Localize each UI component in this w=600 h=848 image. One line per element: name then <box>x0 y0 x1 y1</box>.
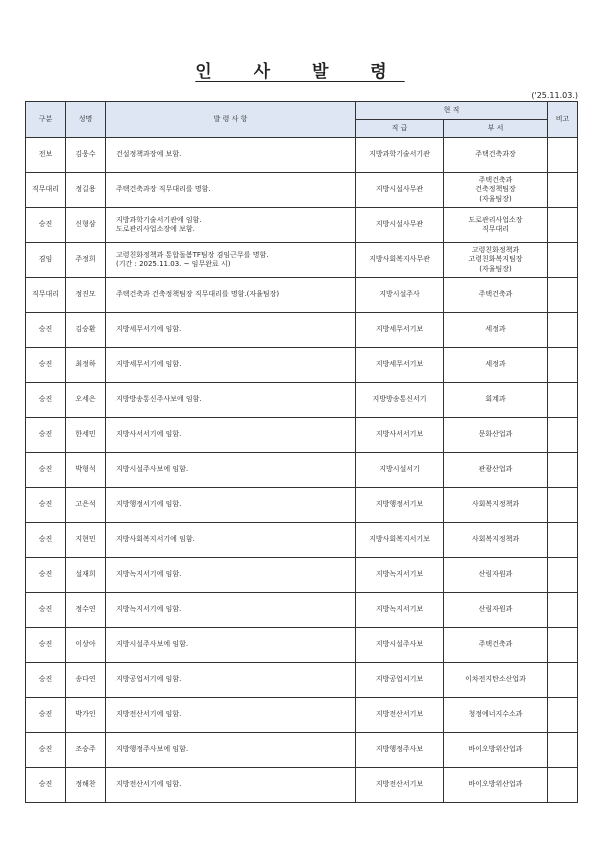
row-category: 직무대리 <box>26 278 66 313</box>
row-details: 건설정책과장에 보함. <box>106 138 356 173</box>
header-note: 비고 <box>548 102 578 138</box>
table-row <box>26 383 578 418</box>
row-category: 직무대리 <box>26 173 66 208</box>
row-rank: 지방시설주사보 <box>356 628 444 663</box>
row-name: 김승환 <box>66 313 106 348</box>
row-rank: 지방시설사무관 <box>356 173 444 208</box>
row-details: 지방전산서기에 임함. <box>106 698 356 733</box>
row-note <box>548 173 578 208</box>
row-department: 바이오방위산업과 <box>444 733 548 768</box>
row-department: 관광산업과 <box>444 453 548 488</box>
row-category: 승진 <box>26 698 66 733</box>
row-rank: 지방행정서기보 <box>356 488 444 523</box>
table-row <box>26 418 578 453</box>
table-row <box>26 523 578 558</box>
row-note <box>548 628 578 663</box>
row-category: 전보 <box>26 138 66 173</box>
header-category: 구분 <box>26 102 66 138</box>
row-department: 사회복지정책과 <box>444 523 548 558</box>
row-note <box>548 418 578 453</box>
row-category: 승진 <box>26 663 66 698</box>
row-category: 승진 <box>26 488 66 523</box>
row-rank: 지방사회복지사무관 <box>356 243 444 278</box>
row-category: 승진 <box>26 733 66 768</box>
table-row <box>26 173 578 208</box>
row-name: 지현민 <box>66 523 106 558</box>
row-note <box>548 663 578 698</box>
row-department: 사회복지정책과 <box>444 488 548 523</box>
row-note <box>548 733 578 768</box>
row-department: 도로관리사업소장 직무대리 <box>444 208 548 243</box>
row-name: 김웅수 <box>66 138 106 173</box>
table-row <box>26 313 578 348</box>
row-details: 지방사서서기에 임함. <box>106 418 356 453</box>
row-department: 세정과 <box>444 313 548 348</box>
row-category: 승진 <box>26 418 66 453</box>
header-department: 부 서 <box>444 120 548 138</box>
row-rank: 지방공업서기보 <box>356 663 444 698</box>
header-name: 성명 <box>66 102 106 138</box>
row-department: 주택건축과 <box>444 628 548 663</box>
row-name: 오세은 <box>66 383 106 418</box>
table-row <box>26 733 578 768</box>
row-note <box>548 313 578 348</box>
header-details: 발 령 사 항 <box>106 102 356 138</box>
row-name: 이상아 <box>66 628 106 663</box>
row-details: 지방공업서기에 임함. <box>106 663 356 698</box>
table-row <box>26 593 578 628</box>
table-row <box>26 663 578 698</box>
row-name: 한세민 <box>66 418 106 453</box>
table-row <box>26 698 578 733</box>
row-rank: 지방녹지서기보 <box>356 558 444 593</box>
row-name: 고은석 <box>66 488 106 523</box>
row-name: 최정하 <box>66 348 106 383</box>
header-rank: 직 급 <box>356 120 444 138</box>
row-rank: 지방시설사무관 <box>356 208 444 243</box>
row-details: 주택건축과 건축정책팀장 직무대리를 명함.(자율팀장) <box>106 278 356 313</box>
row-details: 지방방송통신주사보에 임함. <box>106 383 356 418</box>
row-rank: 지방시설주사 <box>356 278 444 313</box>
row-category: 승진 <box>26 383 66 418</box>
row-name: 정해찬 <box>66 768 106 803</box>
row-details: 주택건축과장 직무대리를 명함. <box>106 173 356 208</box>
row-details: 지방시설주사보에 임함. <box>106 628 356 663</box>
row-note <box>548 523 578 558</box>
row-name: 박가인 <box>66 698 106 733</box>
row-department: 바이오방위산업과 <box>444 768 548 803</box>
row-department: 주택건축과 건축정책팀장 (자율팀장) <box>444 173 548 208</box>
row-rank: 지방과학기술서기관 <box>356 138 444 173</box>
table-row <box>26 628 578 663</box>
row-details: 지방사회복지서기에 임함. <box>106 523 356 558</box>
row-note <box>548 558 578 593</box>
table-row <box>26 768 578 803</box>
row-rank: 지방사서서기보 <box>356 418 444 453</box>
row-details: 지방행정서기에 임함. <box>106 488 356 523</box>
row-details: 지방녹지서기에 임함. <box>106 593 356 628</box>
row-name: 주정희 <box>66 243 106 278</box>
row-note <box>548 243 578 278</box>
table-row <box>26 208 578 243</box>
page-title: 인 사 발 령 <box>195 62 405 82</box>
row-note <box>548 138 578 173</box>
row-department: 세정과 <box>444 348 548 383</box>
row-rank: 지방전산서기보 <box>356 768 444 803</box>
table-row <box>26 348 578 383</box>
row-rank: 지방사회복지서기보 <box>356 523 444 558</box>
row-name: 정수연 <box>66 593 106 628</box>
row-department: 주택건축과 <box>444 278 548 313</box>
table-row <box>26 453 578 488</box>
row-note <box>548 698 578 733</box>
row-category: 승진 <box>26 593 66 628</box>
row-note <box>548 208 578 243</box>
row-rank: 지방시설서기 <box>356 453 444 488</box>
row-department: 산림자원과 <box>444 593 548 628</box>
row-rank: 지방세무서기보 <box>356 348 444 383</box>
row-name: 신형삼 <box>66 208 106 243</box>
row-department: 고령친화정책과 고령친화복지팀장 (자율팀장) <box>444 243 548 278</box>
row-note <box>548 278 578 313</box>
row-note <box>548 453 578 488</box>
row-note <box>548 348 578 383</box>
table-row <box>26 558 578 593</box>
row-name: 설재희 <box>66 558 106 593</box>
row-category: 승진 <box>26 313 66 348</box>
row-note <box>548 768 578 803</box>
row-details: 지방시설주사보에 임함. <box>106 453 356 488</box>
row-category: 승진 <box>26 558 66 593</box>
row-name: 송다연 <box>66 663 106 698</box>
table-row <box>26 138 578 173</box>
row-department: 문화산업과 <box>444 418 548 453</box>
appointment-table <box>25 101 578 803</box>
row-category: 승진 <box>26 768 66 803</box>
row-details: 지방전산서기에 임함. <box>106 768 356 803</box>
row-rank: 지방전산서기보 <box>356 698 444 733</box>
row-details: 고령친화정책과 통합돌봄TF팀장 겸임근무를 명함. (기간 : 2025.11.03. ~ 임무완료 시) <box>106 243 356 278</box>
row-department: 회계과 <box>444 383 548 418</box>
row-name: 박형석 <box>66 453 106 488</box>
row-name: 정길용 <box>66 173 106 208</box>
row-details: 지방녹지서기에 임함. <box>106 558 356 593</box>
row-category: 겸임 <box>26 243 66 278</box>
row-department: 청정에너지수소과 <box>444 698 548 733</box>
row-note <box>548 593 578 628</box>
row-details: 지방세무서기에 임함. <box>106 348 356 383</box>
table-row <box>26 488 578 523</box>
row-department: 주택건축과장 <box>444 138 548 173</box>
header-current: 현 직 <box>356 102 548 120</box>
row-rank: 지방세무서기보 <box>356 313 444 348</box>
row-category: 승진 <box>26 453 66 488</box>
row-name: 정진모 <box>66 278 106 313</box>
row-note <box>548 488 578 523</box>
row-details: 지방세무서기에 임함. <box>106 313 356 348</box>
announcement-date: ('25.11.03.) <box>531 91 578 100</box>
row-note <box>548 383 578 418</box>
row-category: 승진 <box>26 208 66 243</box>
row-rank: 지방녹지서기보 <box>356 593 444 628</box>
row-category: 승진 <box>26 348 66 383</box>
row-rank: 지방행정주사보 <box>356 733 444 768</box>
row-category: 승진 <box>26 523 66 558</box>
row-details: 지방행정주사보에 임함. <box>106 733 356 768</box>
table-row <box>26 243 578 278</box>
row-rank: 지방방송통신서기 <box>356 383 444 418</box>
row-department: 이차전지탄소산업과 <box>444 663 548 698</box>
row-name: 조승주 <box>66 733 106 768</box>
row-details: 지방과학기술서기관에 임함. 도로관리사업소장에 보함. <box>106 208 356 243</box>
table-row <box>26 278 578 313</box>
row-category: 승진 <box>26 628 66 663</box>
row-department: 산림자원과 <box>444 558 548 593</box>
